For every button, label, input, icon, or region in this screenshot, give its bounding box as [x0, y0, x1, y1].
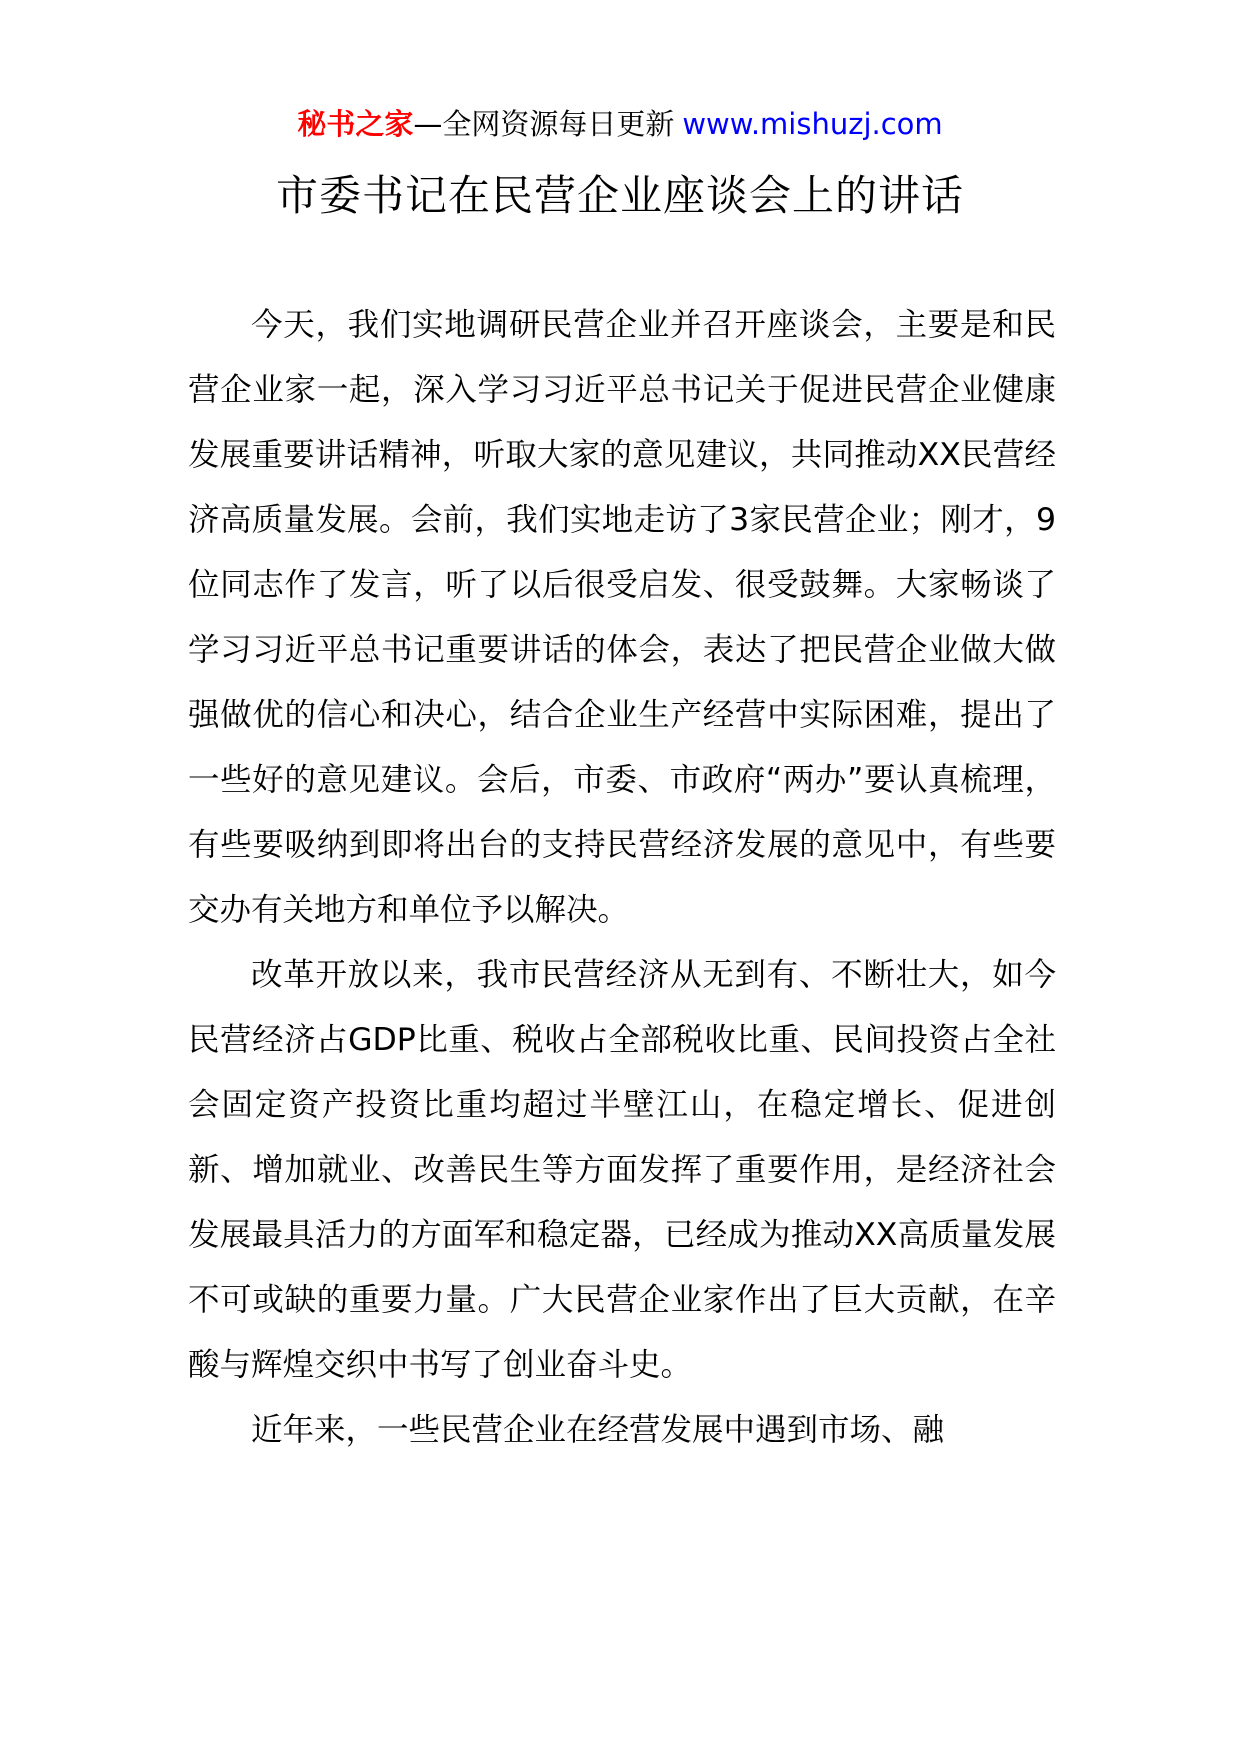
document-body — [188, 293, 1056, 1463]
paragraph: 近年来，一些民营企业在经营发展中遇到市场、融 — [251, 1412, 945, 1448]
site-header — [0, 104, 1240, 144]
document-title: 市委书记在民营企业座谈会上的讲话 — [275, 171, 964, 220]
brand-name: 秘书之家 — [297, 107, 414, 141]
header-tagline: —全网资源每日更新 — [413, 107, 675, 141]
paragraph: 今天，我们实地调研民营企业并召开座谈会，主要是和民营企业家一起，深入学习习近平总书记关于促进民营企业健康发展重要讲话精神，听取大家的意见建议，共同推动XX民营经济高质量发展。会前，我们实地走访了3家民营企业；刚才，9位同志作了发言，听了以后很受启发、很受鼓舞。大家畅谈了学习习近平总书记重要讲话的体会，表达了把民营企业做大做强做优的信心和决心，结合企业生产经营中实际困难，提出了一些好的意见建议。会后，市委、市政府“两办”要认真梳理，有些要吸纳到即将出台的支持民营经济发展的意见中，有些要交办有关地方和单位予以解决。 — [188, 307, 1056, 928]
site-url-link[interactable]: www.mishuzj.com — [682, 107, 943, 141]
paragraph: 改革开放以来，我市民营经济从无到有、不断壮大，如今民营经济占GDP比重、税收占全部税收比重、民间投资占全社会固定资产投资比重均超过半壁江山，在稳定增长、促进创新、增加就业、改善民生等方面发挥了重要作用，是经济社会发展最具活力的方面军和稳定器，已经成为推动XX高质量发展不可或缺的重要力量。广大民营企业家作出了巨大贡献，在辛酸与辉煌交织中书写了创业奋斗史。 — [188, 957, 1056, 1383]
